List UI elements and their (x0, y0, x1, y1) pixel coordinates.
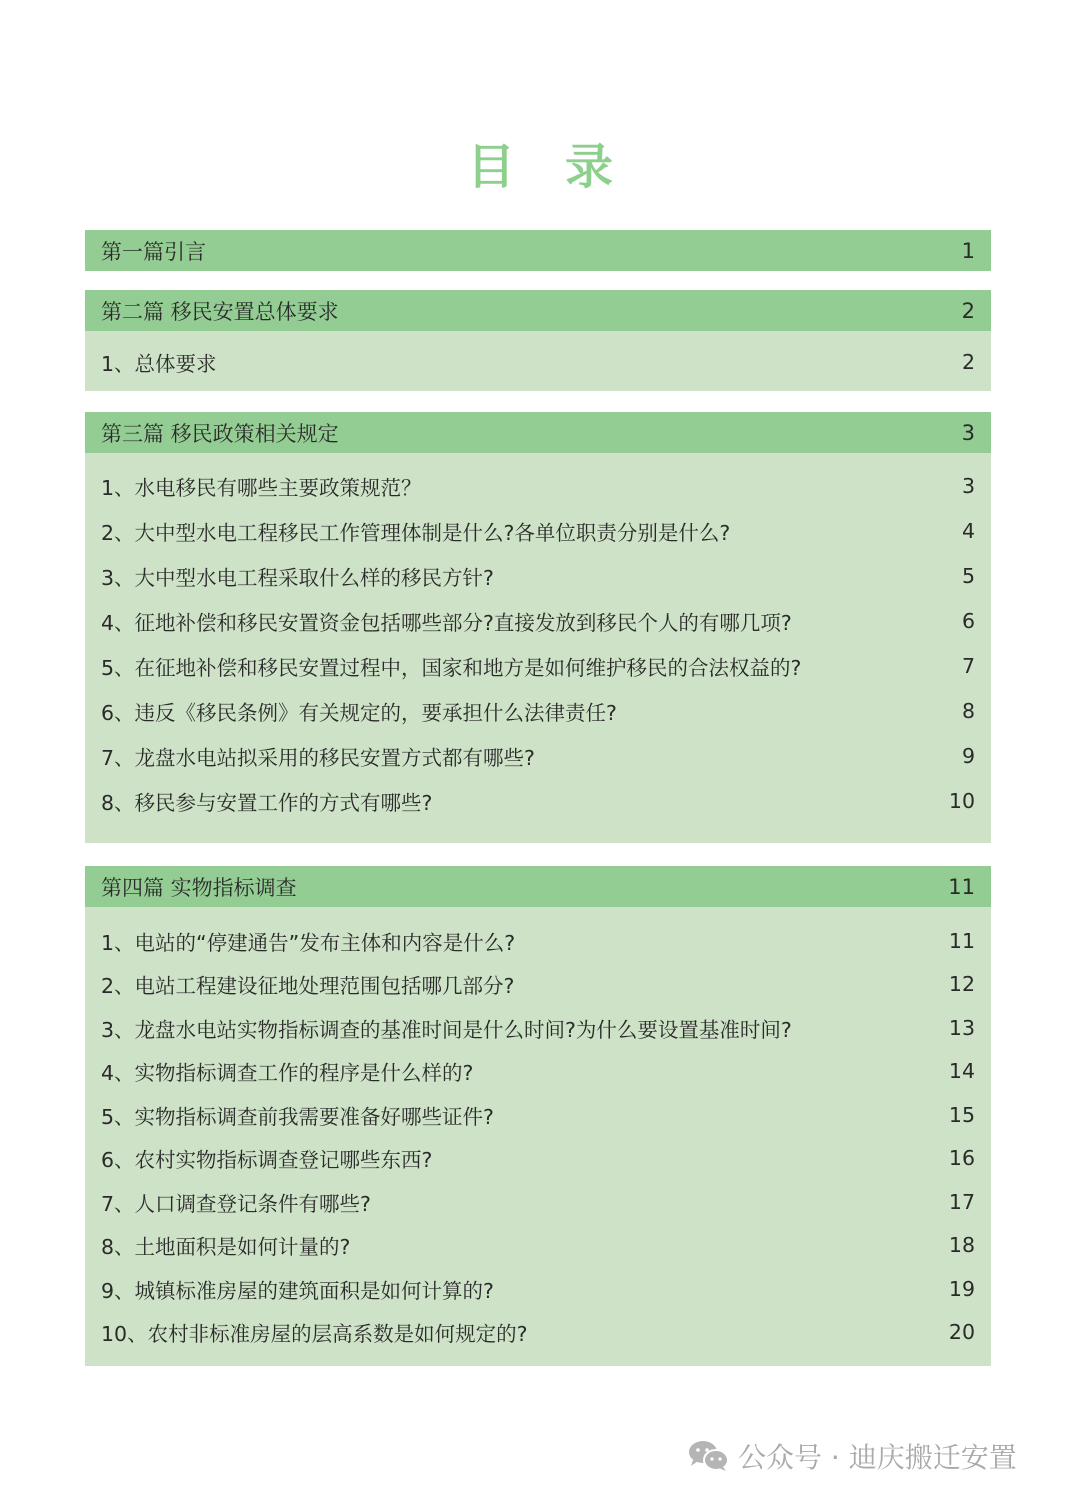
toc-item-page: 11 (948, 928, 975, 953)
section-title: 第四篇 实物指标调查 (101, 875, 297, 900)
toc-item-label: 1、水电移民有哪些主要政策规范？ (101, 475, 422, 500)
section-items (85, 453, 991, 843)
section-header[interactable] (85, 866, 991, 907)
toc-item-label: 4、实物指标调查工作的程序是什么样的? (101, 1061, 474, 1086)
toc-item-page: 9 (961, 743, 975, 768)
toc-item-page: 12 (948, 972, 975, 997)
toc-item-page: 15 (948, 1102, 975, 1127)
toc-item-label: 7、龙盘水电站拟采用的移民安置方式都有哪些? (101, 745, 535, 770)
toc-item-page: 20 (948, 1320, 975, 1345)
toc-item-label: 6、违反《移民条例》有关规定的，要承担什么法律责任? (101, 700, 617, 725)
toc-item-label: 1、电站的“停建通告”发布主体和内容是什么? (101, 930, 516, 955)
section-title: 第一篇引言 (101, 239, 206, 264)
toc-item[interactable] (101, 1180, 975, 1224)
toc-item[interactable] (101, 1050, 975, 1094)
toc-item-label: 3、大中型水电工程采取什么样的移民方针? (101, 565, 494, 590)
toc-item-page: 19 (948, 1276, 975, 1301)
toc-item-label: 1、总体要求 (101, 352, 217, 376)
toc-item-page: 17 (948, 1189, 975, 1214)
section-items (85, 907, 991, 1366)
toc-item-page: 4 (961, 518, 975, 543)
toc-item-page: 5 (961, 563, 975, 588)
section-header[interactable] (85, 230, 991, 271)
toc-item-label: 9、城镇标准房屋的建筑面积是如何计算的? (101, 1278, 494, 1303)
toc-item-label: 3、龙盘水电站实物指标调查的基准时间是什么时间?为什么要设置基准时间? (101, 1017, 792, 1042)
toc-item-label: 5、在征地补偿和移民安置过程中，国家和地方是如何维护移民的合法权益的? (101, 655, 802, 680)
toc-item[interactable] (101, 1006, 975, 1050)
footer-watermark (688, 1436, 1017, 1476)
section-page: 11 (948, 874, 975, 899)
footer-text: 公众号 · 迪庆搬迁安置 (738, 1441, 1017, 1474)
toc-item-label: 4、征地补偿和移民安置资金包括哪些部分?直接发放到移民个人的有哪几项? (101, 610, 792, 635)
section-page: 3 (961, 420, 975, 445)
toc-item[interactable] (101, 1311, 975, 1355)
toc-item[interactable] (101, 463, 975, 508)
toc-item-page: 7 (961, 653, 975, 678)
toc-item-page: 8 (961, 698, 975, 723)
wechat-icon (688, 1440, 730, 1472)
toc-item[interactable] (101, 688, 975, 733)
toc-item-label: 2、大中型水电工程移民工作管理体制是什么?各单位职责分别是什么? (101, 520, 731, 545)
section-header[interactable] (85, 290, 991, 331)
section-4 (85, 866, 991, 1366)
toc-item[interactable] (101, 643, 975, 688)
toc-item-page: 16 (948, 1146, 975, 1171)
toc-item[interactable] (101, 508, 975, 553)
toc-item-page: 6 (961, 608, 975, 633)
toc-item[interactable] (101, 598, 975, 643)
section-1 (85, 230, 991, 271)
toc-item[interactable] (101, 963, 975, 1007)
toc-item[interactable] (101, 778, 975, 823)
toc-item[interactable] (101, 340, 975, 384)
toc-item-page: 10 (948, 788, 975, 813)
toc-item-page: 2 (961, 350, 975, 374)
toc-item-label: 7、人口调查登记条件有哪些? (101, 1191, 371, 1216)
section-3 (85, 412, 991, 843)
toc-item-label: 5、实物指标调查前我需要准备好哪些证件? (101, 1104, 494, 1129)
section-page: 2 (961, 298, 975, 323)
toc-item-label: 8、土地面积是如何计量的? (101, 1235, 351, 1260)
toc-item[interactable] (101, 1137, 975, 1181)
toc-item-label: 8、移民参与安置工作的方式有哪些? (101, 790, 433, 815)
toc-item-page: 3 (961, 473, 975, 498)
toc-item-label: 2、电站工程建设征地处理范围包括哪几部分? (101, 974, 515, 999)
toc-item-page: 18 (948, 1233, 975, 1258)
toc-item-page: 14 (948, 1059, 975, 1084)
toc-item-label: 6、农村实物指标调查登记哪些东西? (101, 1148, 433, 1173)
toc-item[interactable] (101, 1093, 975, 1137)
toc-item-page: 13 (948, 1015, 975, 1040)
toc-item[interactable] (101, 1267, 975, 1311)
section-items (85, 331, 991, 391)
section-header[interactable] (85, 412, 991, 453)
toc-item[interactable] (101, 919, 975, 963)
section-page: 1 (961, 238, 975, 263)
section-title: 第二篇 移民安置总体要求 (101, 299, 339, 324)
toc-item-label: 10、农村非标准房屋的层高系数是如何规定的? (101, 1322, 528, 1347)
page-title: 目录 (466, 139, 663, 195)
toc-item[interactable] (101, 733, 975, 778)
section-2 (85, 290, 991, 391)
toc-item[interactable] (101, 553, 975, 598)
toc-item[interactable] (101, 1224, 975, 1268)
section-title: 第三篇 移民政策相关规定 (101, 421, 339, 446)
